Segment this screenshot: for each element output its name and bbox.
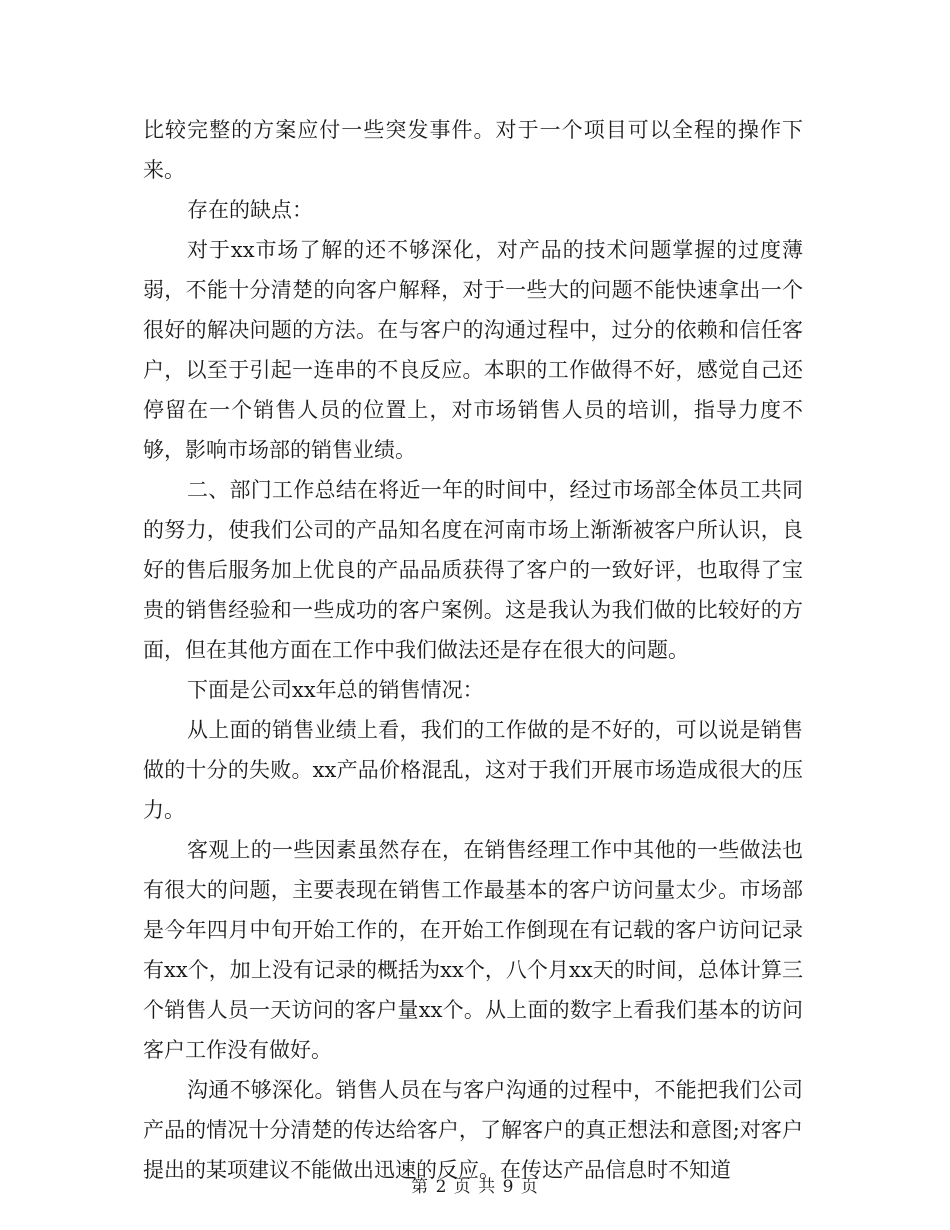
paragraph-department-summary: 二、部门工作总结在将近一年的时间中，经过市场部全体员工共同的努力，使我们公司的产品知名度在河南市场上渐渐被客户所认识，良好的售后服务加上优良的产品品质获得了客户的一致好评，也取得了宝贵的销售经验和一些成功的客户案例。这是我认为我们做的比较好的方面，但在其他方面在工作中我们做法还是存在很大的问题。 [143, 478, 803, 662]
paragraph-sales-performance: 从上面的销售业绩上看，我们的工作做的是不好的，可以说是销售做的十分的失败。xx产品价格混乱，这对于我们开展市场造成很大的压力。 [143, 718, 803, 822]
page-footer: 第 2 页 共 9 页 [411, 1177, 539, 1197]
paragraph-continuation: 比较完整的方案应付一些突发事件。对于一个项目可以全程的操作下来。 [143, 118, 803, 182]
paragraph-sales-intro: 下面是公司xx年总的销售情况： [187, 678, 484, 702]
paragraph-shortcomings: 对于xx市场了解的还不够深化，对产品的技术问题掌握的过度薄弱，不能十分清楚的向客户解释，对于一些大的问题不能快速拿出一个很好的解决问题的方法。在与客户的沟通过程中，过分的依赖和信任客户，以至于引起一连串的不良反应。本职的工作做得不好，感觉自己还停留在一个销售人员的位置上，对市场销售人员的培训，指导力度不够，影响市场部的销售业绩。 [143, 238, 803, 462]
paragraph-communication: 沟通不够深化。销售人员在与客户沟通的过程中，不能把我们公司产品的情况十分清楚的传达给客户，了解客户的真正想法和意图;对客户提出的某项建议不能做出迅速的反应。在传达产品信息时不知道 [143, 1078, 803, 1182]
document-body [143, 110, 803, 1190]
paragraph-heading-shortcomings: 存在的缺点： [187, 198, 313, 222]
paragraph-customer-visits: 客观上的一些因素虽然存在，在销售经理工作中其他的一些做法也有很大的问题，主要表现在销售工作最基本的客户访问量太少。市场部是今年四月中旬开始工作的，在开始工作倒现在有记载的客户访问记录有xx个，加上没有记录的概括为xx个，八个月xx天的时间，总体计算三个销售人员一天访问的客户量xx个。从上面的数字上看我们基本的访问客户工作没有做好。 [143, 838, 803, 1062]
